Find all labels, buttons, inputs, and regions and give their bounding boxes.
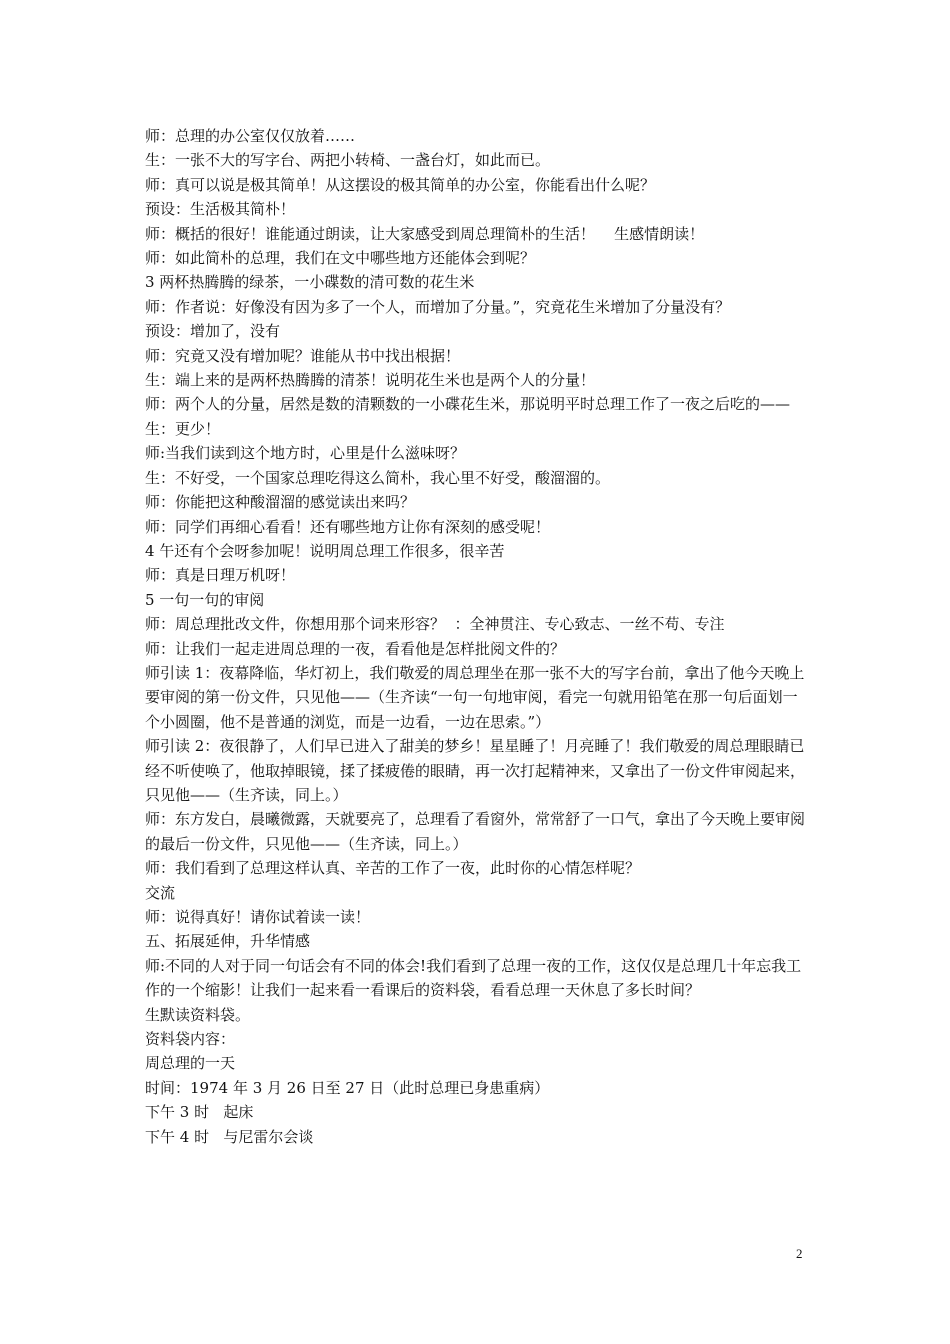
text-line: 师：真可以说是极其简单！从这摆设的极其简单的办公室，你能看出什么呢？ [145, 175, 656, 194]
text-line: 师：我们看到了总理这样认真、辛苦的工作了一夜，此时你的心情怎样呢？ [145, 859, 641, 878]
text-line: 生：端上来的是两杯热腾腾的清茶！说明花生米也是两个人的分量！ [145, 371, 596, 390]
text-line: 师：概括的很好！谁能通过朗读，让大家感受到周总理简朴的生活！ 生感情朗读！ [145, 224, 705, 243]
text-line: 生默读资料袋。 [145, 1005, 251, 1024]
text-line: 时间：1974 年 3 月 26 日至 27 日（此时总理已身患重病） [145, 1078, 550, 1097]
text-line: 师：周总理批改文件，你想用那个词来形容？ ：全神贯注、专心致志、一丝不苟、专注 [145, 615, 725, 634]
text-line: 4 午还有个会呀参加呢！说明周总理工作很多，很辛苦 [145, 541, 505, 560]
text-line: 师：作者说：好像没有因为多了一个人，而增加了分量。”，究竟花生米增加了分量没有？ [145, 297, 731, 316]
text-line: 交流 [145, 883, 176, 902]
text-line: 下午 4 时 与尼雷尔会谈 [145, 1127, 314, 1146]
text-line: 师：同学们再细心看看！还有哪些地方让你有深刻的感受呢！ [145, 517, 551, 536]
text-line: 师:当我们读到这个地方时，心里是什么滋味呀？ [145, 444, 466, 463]
text-line: 预设：生活极其简朴！ [145, 200, 296, 219]
text-line: 五、拓展延伸，升华情感 [145, 932, 311, 951]
text-line: 下午 3 时 起床 [145, 1103, 254, 1122]
text-line: 师：你能把这种酸溜溜的感觉读出来吗？ [145, 493, 416, 512]
text-line: 5 一句一句的审阅 [145, 590, 265, 609]
text-line: 师：两个人的分量，居然是数的清颗数的一小碟花生米，那说明平时总理工作了一夜之后吃的—— [145, 395, 791, 414]
text-line: 师引读 2：夜很静了，人们早已进入了甜美的梦乡！星星睡了！月亮睡了！我们敬爱的周总理眼睛已经不听使唤了，他取掉眼镜，揉了揉疲倦的眼睛，再一次打起精神来，又拿出了一份文件审阅起来，只见他——（生齐读，同上。） [145, 737, 806, 804]
text-line: 3 两杯热腾腾的绿茶，一小碟数的清可数的花生米 [145, 273, 475, 292]
text-line: 生：一张不大的写字台、两把小转椅、一盏台灯，如此而已。 [145, 151, 551, 170]
text-line: 师：让我们一起走进周总理的一夜，看看他是怎样批阅文件的？ [145, 639, 566, 658]
text-line: 生：更少！ [145, 419, 221, 438]
text-line: 师:不同的人对于同一句话会有不同的体会!我们看到了总理一夜的工作，这仅仅是总理几十年忘我工作的一个缩影！让我们一起来看一看课后的资料袋，看看总理一天休息了多长时间？ [145, 956, 802, 1000]
text-line: 师：如此简朴的总理，我们在文中哪些地方还能体会到呢？ [145, 249, 536, 268]
text-line: 预设：增加了，没有 [145, 322, 281, 341]
text-line: 资料袋内容： [145, 1030, 236, 1049]
text-line: 周总理的一天 [145, 1054, 236, 1073]
text-line: 师：真是日理万机呀！ [145, 566, 296, 585]
text-line: 师：东方发白，晨曦微露，天就要亮了，总理看了看窗外，常常舒了一口气，拿出了今天晚上要审阅的最后一份文件，只见他——（生齐读，同上。） [145, 810, 806, 853]
text-line: 师：说得真好！请你试着读一读！ [145, 908, 371, 926]
document-body [145, 124, 810, 1149]
page-number: 2 [796, 1246, 803, 1261]
text-line: 师：总理的办公室仅仅放着…… [145, 127, 356, 145]
text-line: 师引读 1：夜幕降临，华灯初上，我们敬爱的周总理坐在那一张不大的写字台前，拿出了他今天晚上要审阅的第一份文件，只见他——（生齐读“一句一句地审阅，看完一句就用铅笔在那一句后面划一个小圆圈，他不是普通的浏览，而是一边看，一边在思索。”） [145, 663, 805, 731]
text-line: 师：究竟又没有增加呢？谁能从书中找出根据！ [145, 346, 461, 365]
text-line: 生：不好受，一个国家总理吃得这么简朴，我心里不好受，酸溜溜的。 [145, 468, 611, 487]
